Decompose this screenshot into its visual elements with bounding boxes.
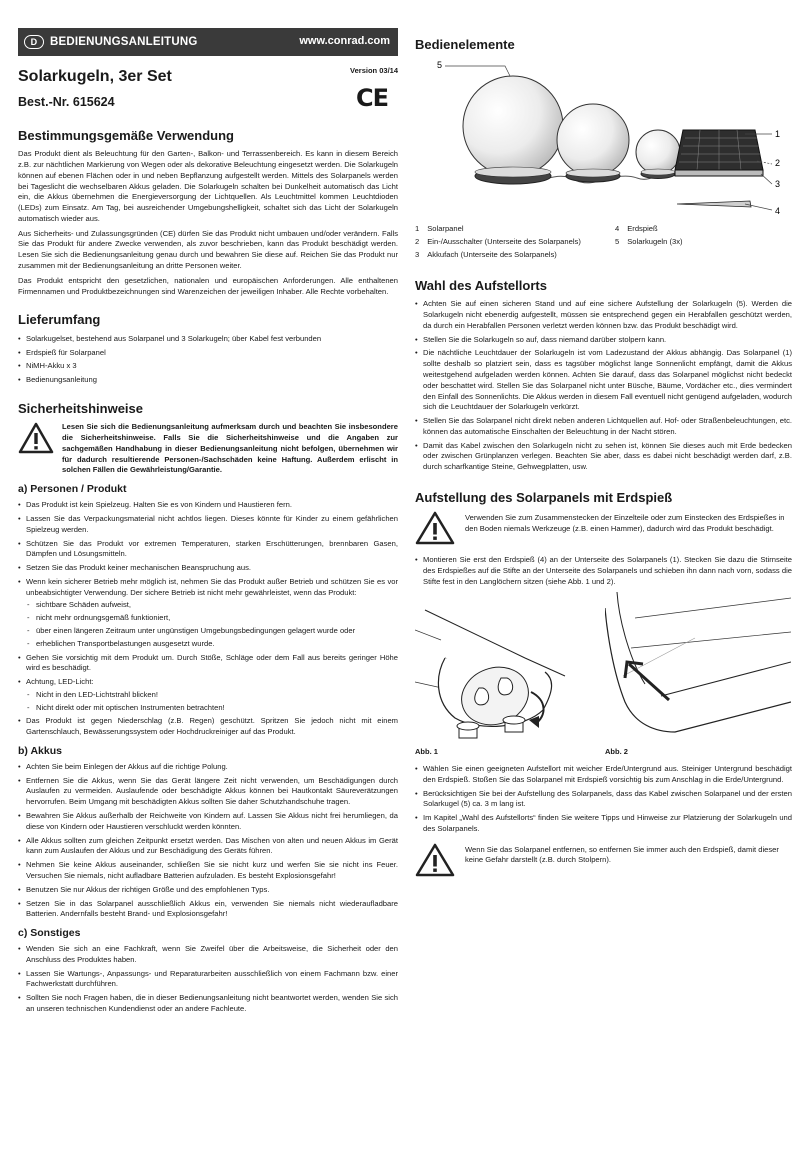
scope-list	[18, 334, 398, 386]
list-item: • Achten Sie auf einen sicheren Stand und auf eine sichere Aufstellung der Solarkugeln (5). Werden die Solarkugeln nicht ebenerdig aufgestellt, müssen sie entsprechend gegen ein Herabfallen geschützt werden, da durch ein Herabfallen Personen verletzt werden können bzw. das Produkt beschädigt wird.	[415, 299, 792, 331]
list-item: • Erdspieß für Solarpanel	[18, 348, 398, 359]
mounting-list-2	[415, 764, 792, 835]
sub-list	[26, 600, 398, 649]
list-item: • Solarkugelset, bestehend aus Solarpanel und 3 Solarkugeln; über Kabel fest verbunden	[18, 334, 398, 345]
legend-label: Solarkugeln (3x)	[627, 237, 683, 247]
header-bar	[18, 28, 398, 56]
safety-warning	[18, 422, 398, 476]
legend-number: 3	[415, 250, 420, 260]
mounting-list	[415, 555, 792, 587]
sub-list-item: - Nicht direkt oder mit optischen Instrumenten betrachten!	[26, 703, 398, 714]
mounting-warning	[415, 511, 792, 549]
list-item: • Das Produkt ist gegen Niederschlag (z.B. Regen) geschützt. Spritzen Sie jedoch nicht mit einem Gartenschlauch, Bewässerungssystem oder Hochdruckreiniger auf das Produkt.	[18, 716, 398, 738]
sub-list-item: - über einen längeren Zeitraum unter ungünstigen Umgebungsbedingungen gelagert wurde oder	[26, 626, 398, 637]
figure-1-caption: Abb. 1	[415, 747, 438, 757]
list-item: • Achten Sie beim Einlegen der Akkus auf die richtige Polung.	[18, 762, 398, 773]
list-item: • Bedienungsanleitung	[18, 375, 398, 386]
list-item: • Nehmen Sie keine Akkus auseinander, schließen Sie sie nicht kurz und werfen Sie sie nicht ins Feuer. Versuchen Sie niemals, nicht aufladbare Batterien aufzuladen. Es besteht Explosionsgefahr!	[18, 860, 398, 882]
list-item: • Setzen Sie in das Solarpanel ausschließlich Akkus ein, verwenden Sie niemals nicht wiederaufladbare Batterien. Andernfalls besteht Brand- und Explosionsgefahr!	[18, 899, 398, 921]
list-item-text: Wenn kein sicherer Betrieb mehr möglich ist, nehmen Sie das Produkt außer Betrieb und schützen Sie es vor unbeabsichtigter Verwendung. Der sichere Betrieb ist nicht mehr gewährleistet, wenn das Produkt:	[26, 576, 398, 597]
list-item: • Damit das Kabel zwischen den Solarkugeln nicht zu sehen ist, können Sie dieses auch mit Erde bedecken oder zwischen Grünplanzen verlegen. Beachten Sie aber, dass es dabei nicht beschädigt werden darf, z.B. durch scharfkantige Steine, Gehwegplatten, usw.	[415, 441, 792, 473]
mounting-heading: Aufstellung des Solarpanels mit Erdspieß	[415, 489, 673, 505]
list-item: • Montieren Sie erst den Erdspieß (4) an der Unterseite des Solarpanels (1). Stecken Sie dazu die Stirnseite des Erdspießes auf die Stifte an der Unterseite des Solarpanels und schieben ihn dann nach vorn, sodass die Stifte fest in den Langlöchern sitzen (siehe Abb. 1 und 2).	[415, 555, 792, 587]
list-item	[18, 577, 398, 650]
legend-item	[415, 250, 611, 261]
list-item: • Die nächtliche Leuchtdauer der Solarkugeln ist vom Ladezustand der Akkus abhängig. Das Solarpanel (1) sollte deshalb so platziert sein, dass es tagsüber möglichst lange Sonnenlicht empfängt, damit die Akkus weitestgehend aufgeladen werden können. Achten Sie darauf, dass das Solarpanel möglichst nicht bedeckt oder beschattet wird. Stellen Sie das Solarpanel nicht unter Büsche, Bäume, Vordächer etc., dies vermindert den Einfall des Sonnenlichts. Die Akkus werden in diesem Fall eventuell nicht genügend aufgeladen, wodurch sich die Leuchtdauer der Solarkugeln verkürzt.	[415, 348, 792, 413]
removal-warning	[415, 843, 792, 881]
controls-legend	[415, 224, 792, 260]
list-item: • Gehen Sie vorsichtig mit dem Produkt um. Durch Stöße, Schläge oder dem Fall aus bereits geringer Höhe wird es beschädigt.	[18, 653, 398, 675]
legend-label: Solarpanel	[427, 224, 464, 234]
removal-warning-text: Wenn Sie das Solarpanel entfernen, so entfernen Sie immer auch den Erdspieß, damit dieser keine Gefahr darstellt (z.B. durch Stolpern).	[465, 844, 779, 865]
figure-2	[605, 592, 791, 758]
callout-3: 3	[775, 179, 781, 190]
location-list	[415, 299, 792, 473]
figure-1	[415, 592, 601, 758]
mounting-figures	[415, 592, 792, 758]
header-title: BEDIENUNGSANLEITUNG	[50, 35, 198, 48]
right-column	[415, 28, 792, 886]
order-number: Best.-Nr. 615624	[18, 94, 115, 109]
product-title: Solarkugeln, 3er Set	[18, 68, 172, 85]
scope-heading: Lieferumfang	[18, 312, 101, 328]
legend-item	[415, 237, 611, 248]
product-illustration	[415, 58, 792, 218]
sub-list-item: - Nicht in den LED-Lichtstrahl blicken!	[26, 690, 398, 701]
section-a-list	[18, 500, 398, 738]
location-heading: Wahl des Aufstellorts	[415, 277, 547, 293]
legend-label: Ein-/Ausschalter (Unterseite des Solarpanels)	[427, 237, 581, 247]
safety-heading: Sicherheitshinweise	[18, 400, 143, 416]
figure-2-caption: Abb. 2	[605, 747, 628, 757]
safety-warning-text: Lesen Sie sich die Bedienungsanleitung aufmerksam durch und beachten Sie insbesondere die Sicherheitshinweise. Falls Sie die Sicherheitshinweise und die Angaben zur sachgemäßen Handhabung in dieser Bedienungsanleitung nicht befolgen, übernehmen wir für dadurch resultierende Personen-/Sachschäden keine Haftung. Außerdem erlischt in solchen Fällen die Gewährleistung/Garantie.	[62, 422, 398, 475]
left-column	[18, 28, 398, 1018]
legend-item	[615, 237, 792, 248]
list-item: • Benutzen Sie nur Akkus der richtigen Größe und des empfohlenen Typs.	[18, 885, 398, 896]
intended-use-paragraph-3: Das Produkt entspricht den gesetzlichen, nationalen und europäischen Anforderungen. Alle enthaltenen Firmennamen und Produktbezeichnungen sind Warenzeichen der jeweiligen Inhaber. Alle Rechte vorbehalten.	[18, 275, 398, 296]
callout-4: 4	[775, 206, 781, 217]
callout-1: 1	[775, 129, 781, 140]
controls-heading: Bedienelemente	[415, 37, 515, 52]
version-block	[350, 66, 398, 115]
figure-2-drawing	[605, 592, 791, 744]
list-item: • Sollten Sie noch Fragen haben, die in dieser Bedienungsanleitung nicht beantwortet werden, wenden Sie sich an unseren technischen Kundendienst oder an andere Fachleute.	[18, 993, 398, 1015]
warning-triangle-icon	[415, 843, 455, 881]
header-left	[24, 34, 198, 50]
list-item: • Lassen Sie das Verpackungsmaterial nicht achtlos liegen. Dieses könnte für Kinder zu einem gefährlichen Spielzeug werden.	[18, 514, 398, 536]
intended-use-paragraph-2: Aus Sicherheits- und Zulassungsgründen (CE) dürfen Sie das Produkt nicht umbauen und/oder verändern. Falls Sie das Produkt für andere Zwecke verwenden, als zuvor beschrieben, kann das Produkt beschädigt werden. Lesen Sie sich die Bedienungsanleitung genau durch und bewahren Sie diese auf. Reichen Sie das Produkt nur zusammen mit der Bedienungsanleitung an dritte Personen weiter.	[18, 228, 398, 270]
list-item: • Berücksichtigen Sie bei der Aufstellung des Solarpanels, dass das Kabel zwischen Solarpanel und der ersten Solarkugel (5) ca. 3 m lang ist.	[415, 789, 792, 811]
list-item: • Bewahren Sie Akkus außerhalb der Reichweite von Kindern auf. Lassen Sie Akkus nicht frei herumliegen, da diese von Kindern oder Haustieren verschluckt werden könnten.	[18, 811, 398, 833]
list-item	[18, 677, 398, 713]
legend-number: 5	[615, 237, 620, 247]
section-c-heading: c) Sonstiges	[18, 927, 81, 940]
header-url: www.conrad.com	[299, 35, 390, 48]
figure-1-drawing	[415, 592, 601, 744]
mounting-warning-text: Verwenden Sie zum Zusammenstecken der Einzelteile oder zum Einstecken des Erdspießes in den Boden niemals Werkzeuge (z.B. einen Hammer), dadurch wird das Produkt beschädigt.	[465, 513, 785, 534]
list-item: • NiMH-Akku x 3	[18, 361, 398, 372]
section-c-list	[18, 944, 398, 1015]
list-item: • Stellen Sie das Solarpanel nicht direkt neben anderen Lichtquellen auf. Hof- oder Straßenbeleuchtungen, etc. können das automatische Einschalten der Beleuchtung in der Nacht stören.	[415, 416, 792, 438]
intended-use-heading: Bestimmungsgemäße Verwendung	[18, 127, 234, 143]
list-item: • Wählen Sie einen geeigneten Aufstellort mit weicher Erde/Untergrund aus. Steiniger Untergrund beschädigt den Erdspieß. Stoßen Sie das Solarpanel mit Erdspieß vorsichtig bis zum Anschlag in die Erde/Untergrund.	[415, 764, 792, 786]
legend-label: Erdspieß	[627, 224, 658, 234]
legend-item	[415, 224, 611, 235]
legend-number: 2	[415, 237, 420, 247]
section-b-list	[18, 762, 398, 920]
list-item: • Schützen Sie das Produkt vor extremen Temperaturen, starken Erschütterungen, brennbaren Gasen, Dämpfen und Lösungsmitteln.	[18, 539, 398, 561]
legend-label: Akkufach (Unterseite des Solarpanels)	[427, 250, 557, 260]
legend-number: 4	[615, 224, 620, 234]
warning-triangle-icon	[415, 511, 455, 549]
language-badge: D	[24, 35, 44, 49]
sub-list-item: - sichtbare Schäden aufweist,	[26, 600, 398, 611]
callout-2: 2	[775, 158, 781, 169]
list-item: • Alle Akkus sollten zum gleichen Zeitpunkt ersetzt werden. Das Mischen von alten und neuen Akkus im Gerät kann zum Auslaufen der Akkus und zur Beschädigung des Geräts führen.	[18, 836, 398, 858]
warning-triangle-icon	[18, 422, 54, 458]
sub-list-item: - erheblichen Transportbelastungen ausgesetzt wurde.	[26, 639, 398, 650]
list-item: • Lassen Sie Wartungs-, Anpassungs- und Reparaturarbeiten ausschließlich von einem Fachmann bzw. einer Fachwerkstatt durchführen.	[18, 969, 398, 991]
list-item: • Wenden Sie sich an eine Fachkraft, wenn Sie Zweifel über die Arbeitsweise, die Sicherheit oder den Anschluss des Produktes haben.	[18, 944, 398, 966]
section-b-heading: b) Akkus	[18, 745, 62, 758]
legend-item	[615, 224, 792, 235]
title-row	[18, 66, 398, 115]
list-item: • Setzen Sie das Produkt keiner mechanischen Beanspruchung aus.	[18, 563, 398, 574]
list-item-text: Achtung, LED-Licht:	[26, 677, 94, 687]
intended-use-paragraph-1: Das Produkt dient als Beleuchtung für den Garten-, Balkon- und Terrassenbereich. Es kann in diesem Bereich z.B. zur nächtlichen Markierung von Wegen oder als dekorative Beleuchtung eingesetzt werden. Die Solarkugeln können auf ebenen Flächen oder in und neben Bepflanzung aufgestellt werden. Mittels des Solarpanels werden bei Tageslicht die wechselbaren Akkus geladen. Die Solarkugeln schalten bei Dunkelheit automatisch das Licht ein, die Akkus übernehmen die Energieversorgung der Lichtquellen. Als Leuchtmittel kommen Leuchtdioden (LEDs) zum Einsatz. Am Tag, bei ausreichender Umgebungshelligkeit, schaltet sich das Licht der Solarkugeln automatisch wieder aus.	[18, 149, 398, 223]
list-item: • Stellen Sie die Solarkugeln so auf, dass niemand darüber stolpern kann.	[415, 335, 792, 346]
list-item: • Entfernen Sie die Akkus, wenn Sie das Gerät längere Zeit nicht verwenden, um Beschädigungen durch Auslaufen zu vermeiden. Auslaufende oder beschädigte Akkus können bei Hautkontakt Säureverätzungen hervorrufen. Beim Umgang mit beschädigten Akkus sollten Sie daher Schutzhandschuhe tragen.	[18, 776, 398, 808]
sub-list-item: - nicht mehr ordnungsgemäß funktioniert,	[26, 613, 398, 624]
legend-number: 1	[415, 224, 420, 234]
section-a-heading: a) Personen / Produkt	[18, 483, 127, 496]
list-item: • Im Kapitel „Wahl des Aufstellorts“ finden Sie weitere Tipps und Hinweise zur Platzierung der Solarkugeln und des Solarpanels.	[415, 813, 792, 835]
solar-ball-set-drawing	[415, 58, 792, 218]
sub-list	[26, 690, 398, 714]
ce-mark: CE	[355, 83, 388, 112]
title-block	[18, 66, 172, 111]
list-item: • Das Produkt ist kein Spielzeug. Halten Sie es von Kindern und Haustieren fern.	[18, 500, 398, 511]
version-label: Version 03/14	[350, 66, 398, 75]
callout-5: 5	[437, 60, 443, 71]
